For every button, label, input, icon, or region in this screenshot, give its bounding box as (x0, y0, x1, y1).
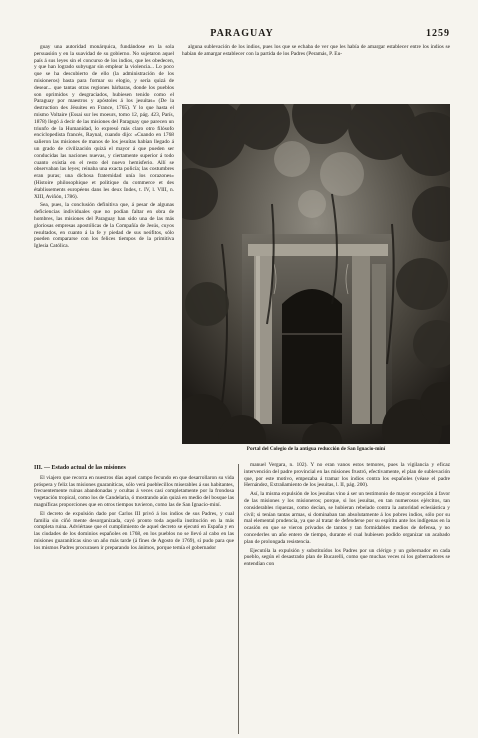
page-number: 1259 (426, 28, 450, 39)
paragraph: El decreto de expulsión dado por Carlos III privó á los indios de sus Padres, y cual familia sin ciñó mente desorganizada, cayó pronto toda aquella institución en la más completa ruina. Adviértase que el cumplimiento de aquel decreto se ejecutó en España y en las ciudades de los dominios españoles en 1768, en los pueblos no se llevó al cabo en las misiones guaraníticas sino un año más tarde (á fines de Agosto de 1769), sí pudo para que los mismos Padres procurasen ir preparando los ánimos, porque temía el gobernador (34, 510, 234, 551)
section-heading: III. — Estado actual de las misiones (34, 465, 126, 471)
paragraph: alguna sublevación de los indios, pues los que se echaba de ver que les había de amargar establecer entre los indios se habían de amargar establecer con la partida de los Padres (Peramás, P. Eu- (182, 44, 450, 57)
paragraph: manuel Vergara, n. 102). Y no eran vanos estos temores, pues la vigilancia y eficaz intervención del padre provincial en las misiones frustró, efectivamente, el plan de sublevación que, por este motivo, empezaba á tramar los indios contra los españoles (véase el padre Hernández, Extrañamiento de los jesuitas, l. II, pág. 200). (244, 462, 450, 489)
page (34, 28, 450, 720)
bottom-left-column (34, 462, 234, 736)
column-divider (238, 464, 239, 734)
body-columns (34, 44, 450, 720)
left-column (34, 44, 174, 462)
paragraph: guay una autoridad monárquica, fundándose en la sola persuasión y en la suavidad de su gobierno. No sujetaron aquel país á sus leyes sin el concurso de los indios, que les obedecen, y que han logrado subyugar sin emplear la violencia... Lo poco que se ha descubierto de ello (la administración de los misioneros) basta para formar su elogio, y sería quizá de desear... que tantas otras regiones bárbaras, donde los pueblos son oprimidos y desgraciados, hubiesen tenido como el Paraguay por maestros y apóstoles á los jesuítas» (De la destruction des Jésuites en France, 1765). Y lo que hasta el mismo Voltaire (Essai sur les moeurs, tomo 12, pág. 423, París, 1878) llegó á decir de las misiones del Paraguay que parecen un triunfo de la Humanidad, lo expresó más claro otro filósofo enciclopedista francés, Raynal, cuando dijo: «Cuando en 1768 salieron las misiones de manos de los jesuítas habían llegado á un grado de civilización quizá el mayor á que pueden ser conducidas las naciones nuevas, y ciertamente superior á todo cuanto existía en el resto del nuevo hemisferio. Allí se observaban las leyes; reinaba una exacta policía; las costumbres eran puras; una dichosa fraternidad unía los corazones» (Histoire philosophique et politique du commerce et des établissements européens dans les deux Indes, t. IV, l. VIII, n. XIII, Aviñón, 1786). (34, 44, 174, 200)
ruins-photograph-illustration (182, 104, 450, 444)
ruins-photograph (182, 104, 450, 444)
running-title: PARAGUAY (210, 28, 274, 39)
bottom-right-column (244, 462, 450, 736)
page-header (34, 28, 450, 42)
paragraph: El viajero que recorra en nuestros días aquel campo fecundo en que desarrollaron su vida próspera y feliz las misiones guaraníticas, sólo verá pueblecillos miserables á sus habitantes, frecuentemente ruinas abandonadas y ocultas á veces casi completamente por la frondosa vegetación tropical, como los de Candelaria, ó mostrando aún quizá en medio del bosque las magníficas proporciones que en otros tiempos tuvieron, como las de San Ignacio-miní. (34, 474, 234, 508)
photo-caption: Portal del Colegio de la antigua reducción de San Ignacio-miní (246, 446, 386, 452)
right-column-top (182, 44, 450, 104)
paragraph: Sea, pues, la conclusión definitiva que, á pesar de algunas deficiencias individuales que no podían faltar en obra de hombres, las misiones del Paraguay han sido una de las más gloriosas empresas apostólicas de la Compañía de Jesús, cuyos resultados, en cuanto á la fe y piedad de sus neófitos, sólo pueden compararse con los felices tiempos de la primitiva Iglesia Católica. (34, 202, 174, 250)
paragraph: Así, la misma expulsión de los jesuítas vino á ser un testimonio de mayor excepción á favor de las misiones y los misioneros; porque, si los jesuítas, en tan numerosos ejércitos, tan considerables riquezas, como decían, se hubieran rebelado contra la autoridad eclesiástica y civil; si tenían tantas armas, si dominaban tan absolutamente á los pobres indios, sólo por su mal elemental prudencia, ya que al tratar de defenderse por su espíritu ante los indígenas en la ocasión en que se vieron privados de tantos y tan formidables medios de defensa, y no concederles un año entero de tiempo, durante el cual hubiesen podido organizar un acabado plan de prolongada resistencia. (244, 491, 450, 545)
paragraph: Ejecutóla la expulsión y substituídos los Padres por un clérigo y un gobernador en cada pueblo, según el desastrado plan de Bucarelli, como que muchas veces ni los gobernadores se entendían con (244, 547, 450, 568)
